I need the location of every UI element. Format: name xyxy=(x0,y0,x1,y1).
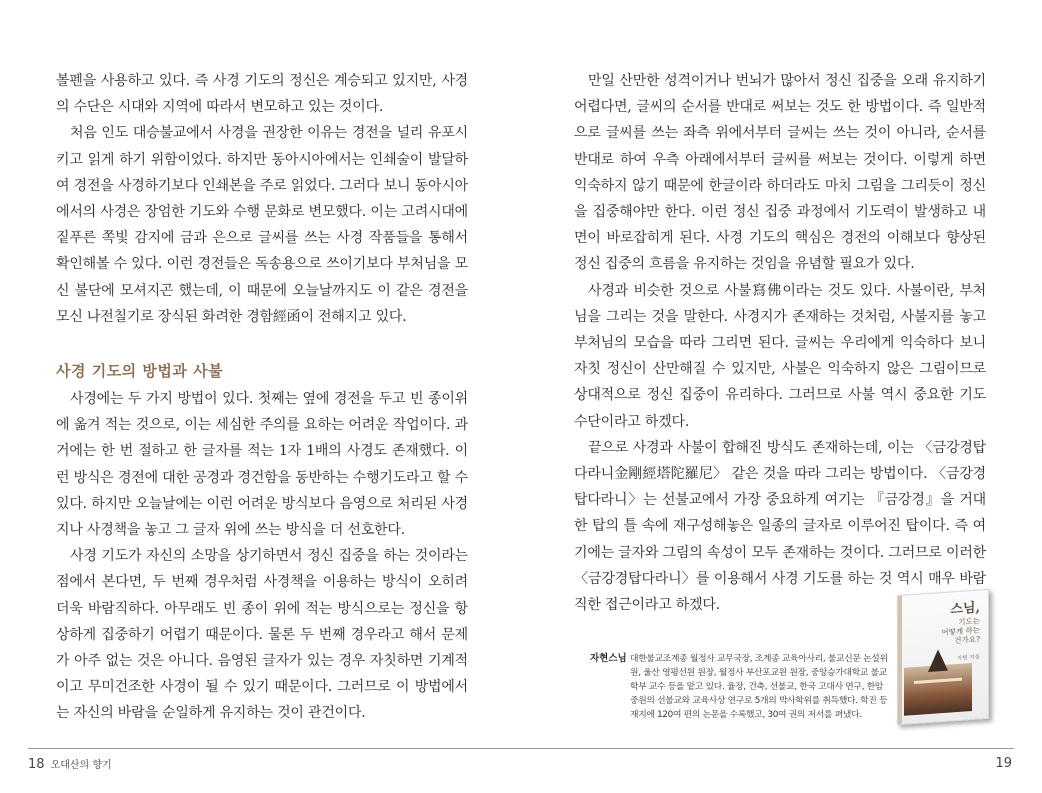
right-page-number: 19 xyxy=(995,756,1012,771)
author-profile xyxy=(590,652,890,722)
publication-title: 오대산의 향기 xyxy=(50,760,112,771)
right-column xyxy=(574,68,986,618)
footer-left xyxy=(28,756,112,772)
book-subtitle-line-1: 기도는 xyxy=(958,616,980,627)
left-page-number: 18 xyxy=(28,757,45,772)
book-author: 자현 지음 xyxy=(956,654,980,663)
left-paragraph-3: 사경에는 두 가지 방법이 있다. 첫째는 옆에 경전을 두고 빈 종이위에 옮겨 적는 것으로, 이는 세심한 주의를 요하는 어려운 작업이다. 과거에는 한 번 절하고 한 글자를 적는 1자 1배의 사경도 존재했다. 이런 방식은 경전에 대한 공경과 경건함을 동반하는 수행기도라고 할 수 있다. 하지만 오늘날에는 이런 어려운 방식보다 음영으로 처리된 사경지나 사경책을 놓고 그 글자 위에 쓰는 방식을 더 선호한다. xyxy=(56,391,468,539)
book-subtitle-line-3: 건가요? xyxy=(954,634,980,646)
right-paragraph-1: 만일 산만한 성격이거나 번뇌가 많아서 정신 집중을 오래 유지하기 어렵다면, 글씨의 순서를 반대로 써보는 것도 한 방법이다. 즉 일반적으로 글씨를 쓰는 좌측 위에서부터 글씨는 쓰는 것이 아니라, 순서를 반대로 하여 우측 아래에서부터 글씨를 써보는 것이다. 이렇게 하면 익숙하지 않기 때문에 한글이라 하더라도 마치 그림을 그리듯이 정신을 집중해야만 한다. 이런 정신 집중 과정에서 기도력이 발생하고 내면이 바로잡히게 된다. 사경 기도의 핵심은 경전의 이해보다 향상된 정신 집중의 흐름을 유지하는 것임을 유념할 필요가 있다. xyxy=(574,73,986,273)
left-paragraph-1: 볼펜을 사용하고 있다. 즉 사경 기도의 정신은 계승되고 있지만, 사경의 수단은 시대와 지역에 따라서 변모하고 있는 것이다. xyxy=(56,73,468,116)
book-cover-image xyxy=(897,589,989,725)
book-title-main: 스님, xyxy=(950,600,980,618)
section-heading: 사경 기도의 방법과 사불 xyxy=(56,362,224,381)
right-paragraph-3: 끝으로 사경과 사불이 합해진 방식도 존재하는데, 이는 〈금강경탑다라니金剛經塔陀羅尼〉 같은 것을 따라 그리는 방법이다. 〈금강경탑다라니〉는 선불교에서 가장 중요하게 여기는 『금강경』을 거대한 탑의 틀 속에 재구성해놓은 일종의 글자로 이루어진 탑이다. 즉 여기에는 글자와 그림의 속성이 모두 존재하는 것이다. 그러므로 이러한 〈금강경탑다라니〉를 이용해서 사경 기도를 하는 것 역시 매우 바람직한 접근이라고 하겠다. xyxy=(574,439,986,614)
left-paragraph-4: 사경 기도가 자신의 소망을 상기하면서 정신 집중을 하는 것이라는 점에서 본다면, 두 번째 경우처럼 사경책을 이용하는 방식이 오히려 더욱 바람직하다. 아무래도 빈 종이 위에 적는 방식으로는 정신을 항상하게 집중하기 어렵기 때문이다. 물론 두 번째 경우라고 해서 문제가 아주 없는 것은 아니다. 음영된 글자가 있는 경우 자칫하면 기계적이고 무미건조한 사경이 될 수 있기 때문이다. 그러므로 이 방법에서는 자신의 바람을 순일하게 유지하는 것이 관건이다. xyxy=(56,548,468,722)
book-title xyxy=(926,600,980,647)
right-paragraph-2: 사경과 비슷한 것으로 사불寫佛이라는 것도 있다. 사불이란, 부처님을 그리는 것을 말한다. 사경지가 존재하는 것처럼, 사불지를 놓고 부처님의 모습을 따라 그리면 된다. 글씨는 우리에게 익숙하다 보니 자칫 정신이 산만해질 수 있지만, 사불은 익숙하지 않은 그림이므로 상대적으로 정신 집중이 유리하다. 그러므로 사불 역시 중요한 기도 수단이라고 하겠다. xyxy=(574,282,986,430)
footer-divider xyxy=(28,748,1014,749)
left-column xyxy=(56,68,468,727)
author-name: 자현스님 xyxy=(590,653,627,664)
left-paragraph-2: 처음 인도 대승불교에서 사경을 권장한 이유는 경전을 널리 유포시키고 읽게 하기 위함이었다. 하지만 동아시아에서는 인쇄술이 발달하여 경전을 사경하기보다 인쇄본을 주로 읽었다. 그러다 보니 동아시아에서의 사경은 장엄한 기도와 수행 문화로 변모했다. 이는 고려시대에 짙푸른 쪽빛 감지에 금과 은으로 글씨를 쓰는 사경 작품들을 통해서 확인해볼 수 있다. 이런 경전들은 독송용으로 쓰이기보다 부처님을 모신 불단에 모셔지곤 했는데, 이 때문에 오늘날까지도 이 같은 경전을 모신 나전칠기로 장식된 화려한 경함經函이 전해지고 있다. xyxy=(56,125,468,325)
book-spine xyxy=(898,596,902,724)
pagoda-illustration xyxy=(904,663,972,716)
book-subtitle-line-2: 어떻게 하는 xyxy=(941,625,980,638)
author-bio: 대한불교조계종 월정사 교무국장, 조계종 교육아사리, 불교신문 논설위원, 울산 영평선원 원장, 월정사 부산포교원 원장, 중앙승가대학교 불교학부 교수 등을 맡고 있다. 율장, 건축, 선불교, 한국 고대사 연구, 한암 중원의 선불교와 교육사상 연구로 5개의 박사학위를 취득했다. 학진 등재지에 120여 편의 논문을 수록했고, 30여 권의 저서를 펴냈다. xyxy=(630,654,888,720)
